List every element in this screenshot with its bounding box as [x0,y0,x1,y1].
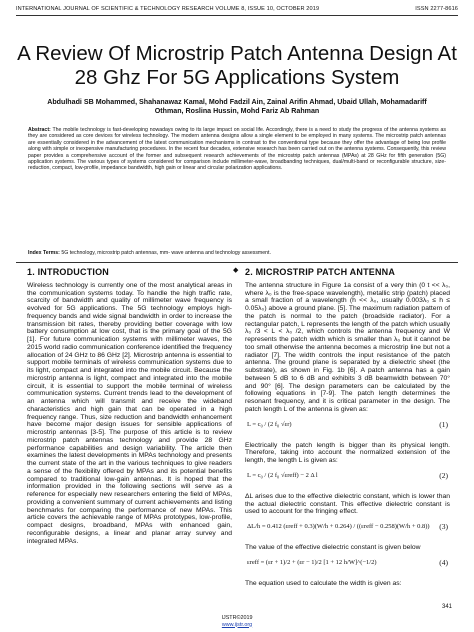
authors [30,98,444,116]
paper-title [0,42,474,90]
journal-header [16,6,458,14]
title-line-1: A Review Of Microstrip Patch Antenna Design At [17,42,457,65]
section2-paragraph-3: ΔL arises due to the effective dielectric constant, which is lower than the actual dielectric constant. This effective dielectric constant is used to account for the fringing effect. [245,492,450,516]
authors-line-2: Othman, Roslina Hussin, Mohd Fariz Ab Rahman [154,107,320,115]
equation-1-expr: L = c₀ / (2 f₀ √εr) [247,420,292,428]
footer-website-link[interactable]: www.ijstr.org [221,621,253,628]
section2-paragraph-4: The value of the effective dielectric constant is given below [245,544,421,551]
equation-2 [245,469,450,489]
section2-paragraph-5: The equation used to calculate the width is given as: [245,579,402,587]
section2-heading: 2. MICROSTRIP PATCH ANTENNA [245,267,396,277]
intro-text: Wireless technology is currently one of the most analytical areas in the communication systems today. To handle the high traffic rate, scarcity of bandwidth and quality of millimeter wave frequency is evolved for 5G applications. The 5G technology employs high-frequency bands and wide signal bandwidth in order to increase the transmission bit rates, thereby providing better coverage with low battery consumption at low cost, that is the primary goal of the 5G [1]. For future communication systems with millimeter waves, the 2015 world radio communication conference identified the frequency allocation of 24 GHz to 86 GHz [2]. Microstrip antenna is essential to support mobile terminals of wireless communication systems due to its light, compact and integrated into the mobile circuit. Because the microstrip antenna is light, compact and integrated into the mobile circuit, it is essential to support the mobile terminal of wireless communication systems. Current trends lead to the development of an antenna which will transmit and receive the wideband characteristics and high gain that can be operated in a high frequency range. Thus, size reduction and bandwidth enhancement have become major design issues for sensible applications of microstrip antennas [3-5]. The purpose of this article is to review microstrip patch antennas technology and provide 28 GHz performance capabilities and design variability. The article then examines the latest developments in MPAs technology and presents the current state of the art in the various techniques to give readers a sense of the flexibility offered by MPAs and its potential benefits compared to traditional low-gain antennas. It is hoped that the information provided in the following sections will serve as a reference for especially new researchers entering the field of MPAs, providing a convenient summary of current achievements and listing benchmarks for comparing the performance of new MPAs. This article covers the achievable range of MPAs prototypes, low-profile, compact designs, broadband, MPAs with enhanced gain, reconfigurable designs, a linear and planar array survey and integrated MPAs. [27,281,232,545]
journal-name: INTERNATIONAL JOURNAL OF SCIENTIFIC & TECHNOLOGY RESEARCH VOLUME 8, ISSUE 10, OCTOBER 2019 [16,6,320,12]
abstract-text: The mobile technology is fast-developing nowadays owing to its large impact on social life. Accordingly, there is a need to study the progress of the antenna systems as they are considered as core devices for wireless technology. The modern antenna designs allow a single element to be employed in many systems. The microstrip patch antennas are essentially considered in the advancement of the latest communication mechanisms in contrast to the conventional type because they offer the advantage of being low profile along with simple or inexpensive manufacturing procedures. In the recent four decades, extensive research has been carried out on the antenna systems. Consequently, this review paper provides a comprehensive account of the former and subsequent research achievements of the microstrip patch antennas (MPAs) at 28 GHz for fifth generation (5G) application systems. The various types of systems considered for comparison include millimeter-wave, broadbanding techniques, dual/multi-band or reconfigurable structure, size-reduction, compact, low-profile, impedance bandwidth, high gain or linear and circular polarization applications. [28,127,446,172]
title-line-2: 28 Ghz For 5G Applications System [74,66,400,89]
equation-4 [245,556,450,576]
section-rule [16,262,458,263]
header-rule [16,15,458,16]
footer-copyright: IJSTR©2019 [221,615,253,621]
abstract-label: Abstract: [28,127,51,133]
index-terms-label: Index Terms: [28,250,60,256]
issn: ISSN 2277-8616 [415,6,458,12]
section2-paragraph-1: The antenna structure in Figure 1a consist of a very thin (0 t << λ₀, where λ₀ is the free-space wavelength), metallic strip (patch) placed a small fraction of a wavelength (h << λ₀, usually 0.003λ₀ ≤ h ≤ 0.05λ₀) above a ground plane. [5]. The maximum radiation pattern of the patch is normal to the patch (broadside radiator). For a rectangular patch, L represents the length of the patch which usually λ₀ /3 < L < λ₀ /2, which controls the antenna frequency and W represents the patch width which is smaller than λ₀ but it cannot be too small otherwise the antenna becomes a microstrip line but not a radiator [7]. The width controls the input resistance of the patch antenna. The ground plane is separated by a dielectric sheet (the substrate), as shown in Fig. 1b [6]. A patch antenna has a gain between 5 dB to 6 dB and exhibits 3 dB beamwidth between 70° and 90° [6]. The design parameters can be calculated by the following equations in [7-9]. The patch length determines the resonant frequency, and it is critical parameter in the design. The patch length L of the antenna is given as: [245,281,450,413]
equation-4-number: (4) [439,557,448,567]
equation-1 [245,418,450,438]
equation-2-number: (2) [439,470,448,480]
right-column [245,267,450,588]
equation-3 [245,520,450,540]
equation-3-expr: ΔL/h = 0.412 (εreff + 0.3)(W/h + 0.264) / ((εreff − 0.258)(W/h + 0.8)) [247,523,430,530]
divider-diamond-icon: ◆ [233,267,239,274]
index-terms [28,250,446,256]
equation-4-expr: εreff = (εr + 1)/2 + (εr − 1)/2 [1 + 12 h/W]^(−1/2) [247,558,377,566]
authors-line-1: Abdulhadi SB Mohammed, Shahanawaz Kamal, Mohd Fadzil Ain, Zainal Arifin Ahmad, Ubaid Ullah, Mohamadariff [47,98,427,106]
equation-3-number: (3) [439,522,448,531]
intro-heading: 1. INTRODUCTION [27,267,110,277]
index-terms-text: 5G technology, microstrip patch antennas, mm- wave antenna and technology assessment. [61,250,271,256]
abstract [28,127,446,172]
section2-paragraph-2: Electrically the patch length is bigger than its physical length. Therefore, taking into account the normalized extension of the length, the length L is given as: [245,441,450,464]
footer [0,615,474,628]
page-number: 341 [441,604,452,610]
equation-1-number: (1) [439,419,448,429]
left-column [27,267,232,545]
equation-2-expr: L = c₀ / (2 f₀ √εreff) − 2 Δ l [247,471,318,479]
